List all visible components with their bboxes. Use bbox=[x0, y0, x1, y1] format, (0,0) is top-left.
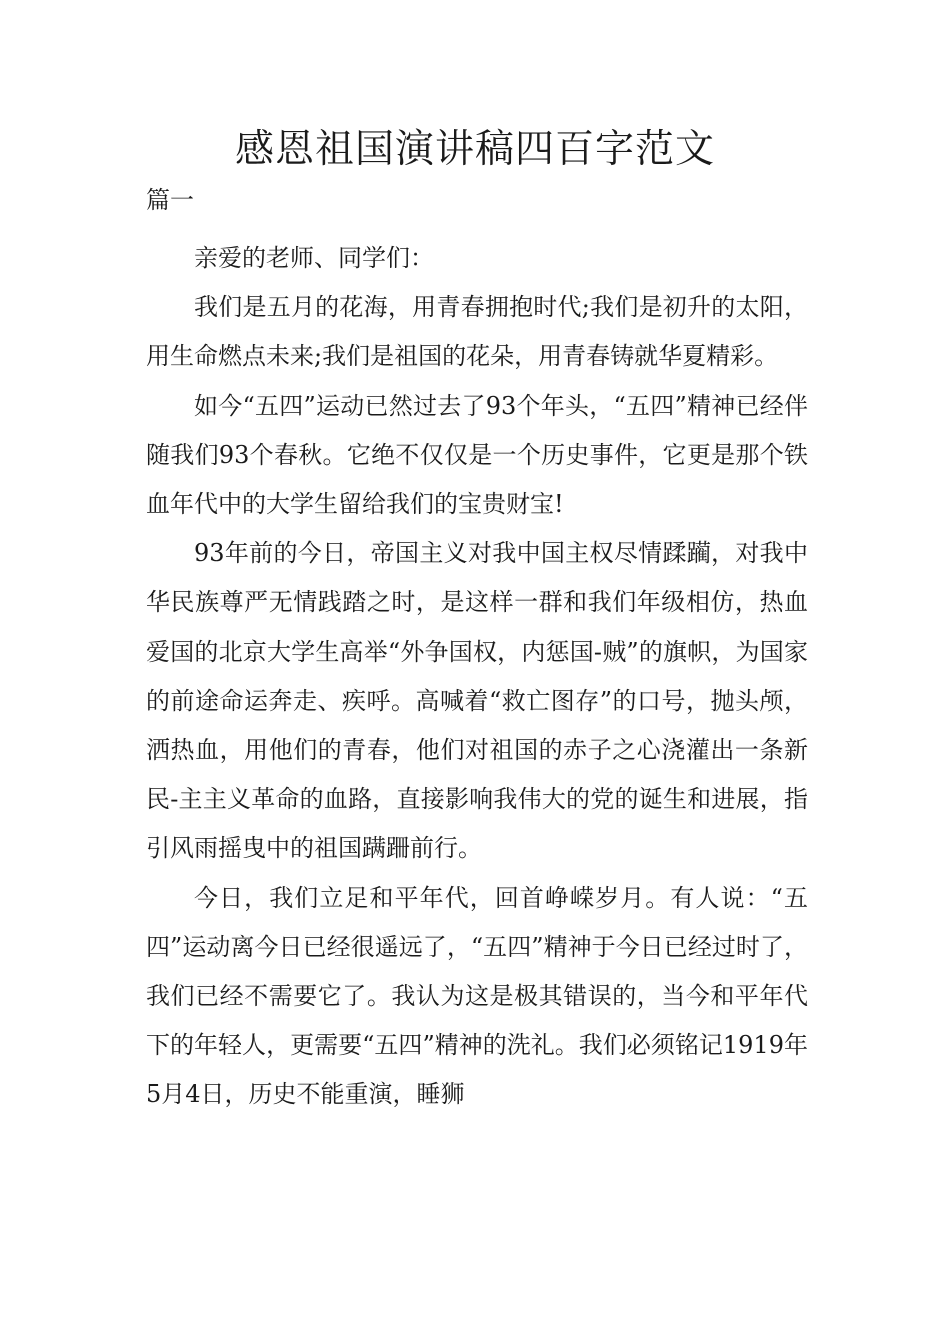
paragraph-greeting: 亲爱的老师、同学们： bbox=[194, 244, 434, 272]
paragraph: 今日，我们立足和平年代，回首峥嵘岁月。有人说：“五四”运动离今日已经很遥远了，“五四”精神于今日已经过时了，我们已经不需要它了。我认为这是极其错误的，当今和平年代下的年轻人，更需要“五四”精神的洗礼。我们必须铭记1919年5月4日，历史不能重演，睡狮 bbox=[146, 883, 808, 1109]
paragraph: 我们是五月的花海，用青春拥抱时代;我们是初升的太阳，用生命燃点未来;我们是祖国的花朵，用青春铸就华夏精彩。 bbox=[146, 293, 808, 371]
paragraph: 如今“五四”运动已然过去了93个年头，“五四”精神已经伴随我们93个春秋。它绝不仅仅是一个历史事件，它更是那个铁血年代中的大学生留给我们的宝贵财宝! bbox=[146, 391, 808, 519]
document-body bbox=[146, 234, 808, 1120]
section-label: 篇一 bbox=[146, 186, 194, 214]
document-title: 感恩祖国演讲稿四百字范文 bbox=[234, 127, 715, 172]
paragraph: 93年前的今日，帝国主义对我中国主权尽情蹂躏，对我中华民族尊严无情践踏之时，是这样一群和我们年级相仿，热血爱国的北京大学生高举“外争国权，内惩国-贼”的旗帜，为国家的前途命运奔走、疾呼。高喊着“救亡图存”的口号，抛头颅，洒热血，用他们的青春，他们对祖国的赤子之心浇灌出一条新民-主主义革命的血路，直接影响我伟大的党的诞生和进展，指引风雨摇曳中的祖国蹒跚前行。 bbox=[146, 539, 808, 863]
